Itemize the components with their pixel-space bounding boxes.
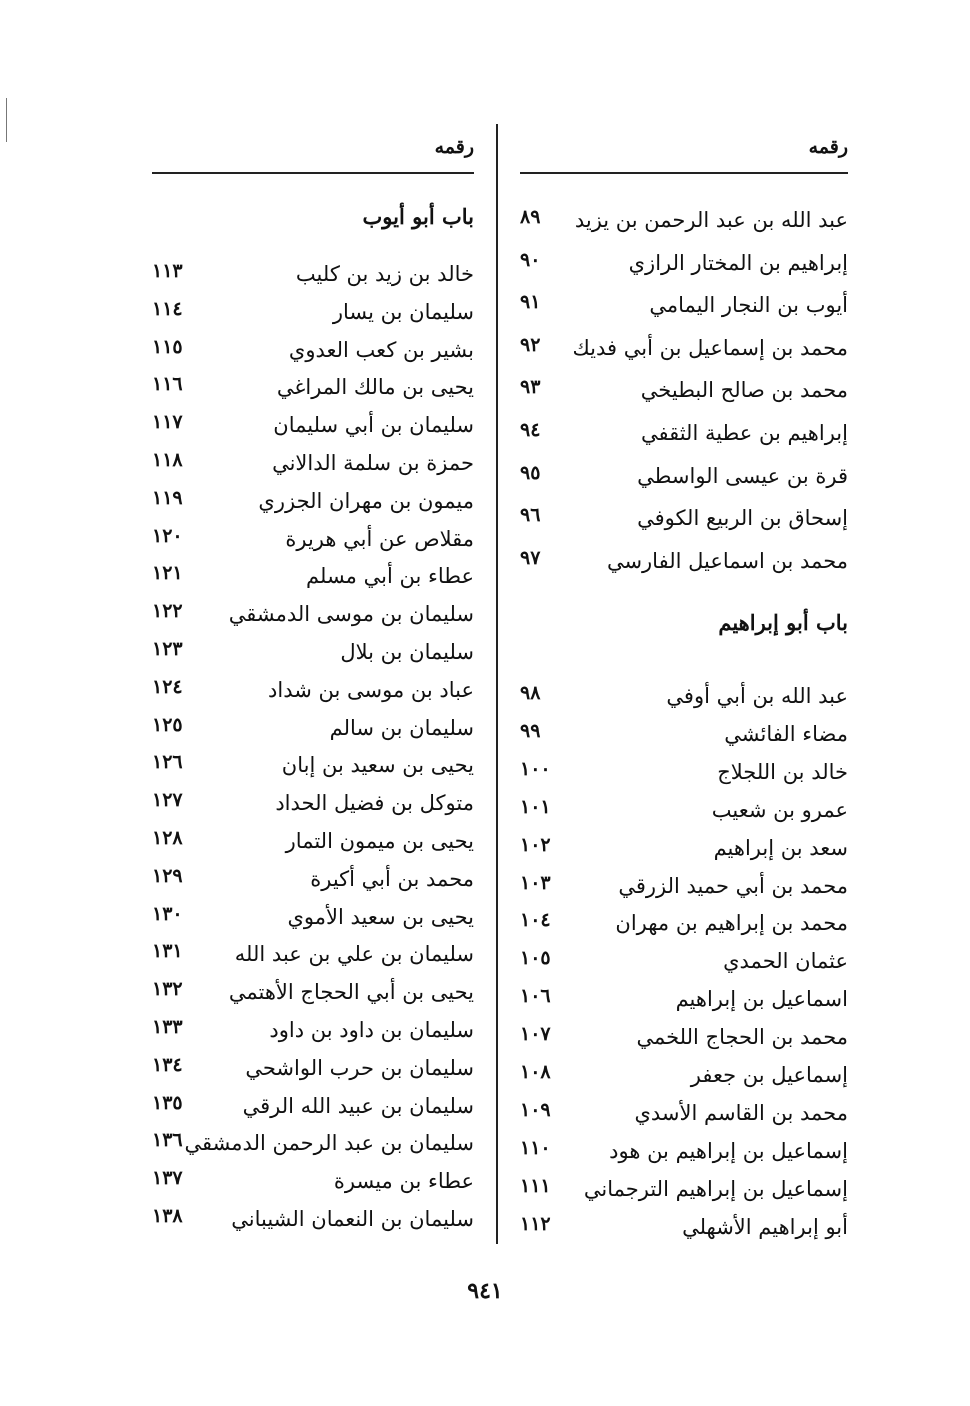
- list-item: [152, 712, 474, 748]
- list-item: [152, 560, 474, 596]
- list-item: [152, 296, 474, 332]
- right-header-label: رقمه: [808, 136, 848, 158]
- page-number: ٩٤١: [467, 1278, 503, 1304]
- list-item: [152, 371, 474, 407]
- entry-number: ١٢٤: [152, 675, 183, 698]
- left-header-rule: [152, 172, 474, 174]
- left-header-label: رقمه: [434, 136, 474, 158]
- entry-name: خالد بن زيد بن كليب: [295, 262, 474, 286]
- entry-number: ٩٢: [520, 333, 541, 356]
- entry-number: ٨٩: [520, 206, 541, 228]
- right-header-rule: [520, 172, 848, 174]
- entry-name: مقلاص عن أبي هريرة: [285, 526, 474, 551]
- entry-name: سليمان بن داود بن داود: [269, 1018, 474, 1042]
- list-item: [152, 749, 474, 785]
- entry-number: ١١١: [520, 1174, 551, 1197]
- list-item: [520, 545, 848, 581]
- entry-number: ١٠٣: [520, 871, 551, 894]
- list-item: [520, 1021, 848, 1057]
- entry-name: سليمان بن النعمان الشيباني: [231, 1207, 474, 1231]
- entry-name: إسحاق بن الربيع الكوفي: [637, 506, 848, 531]
- list-item: [520, 502, 848, 538]
- entry-number: ١٣٣: [152, 1016, 183, 1038]
- list-item: [520, 204, 848, 240]
- list-item: [152, 485, 474, 521]
- entry-number: ١٢٢: [152, 600, 183, 623]
- list-item: [520, 1173, 848, 1209]
- entry-number: ١٠٩: [520, 1098, 551, 1121]
- entry-number: ١٣٢: [152, 978, 183, 1001]
- list-item: [520, 374, 848, 410]
- entry-number: ١٢٩: [152, 864, 183, 887]
- entry-number: ١٢١: [152, 562, 183, 585]
- entry-number: ١٢٠: [152, 524, 183, 547]
- section-title-abu-ayyub: باب أبو أيوب: [362, 204, 474, 229]
- entry-name: محمد بن اسماعيل الفارسي: [606, 548, 848, 573]
- entry-name: محمد بن أبي حميد الزرقي: [618, 873, 848, 898]
- entry-name: عباد بن موسى بن شداد: [268, 677, 474, 702]
- list-item: [520, 756, 848, 792]
- entry-number: ١٠٦: [520, 985, 551, 1008]
- list-item: [520, 1211, 848, 1247]
- entry-name: محمد بن إسماعيل بن أبي فديك: [572, 335, 848, 360]
- entry-name: عمرو بن شعيب: [711, 797, 848, 822]
- entry-name: محمد بن صالح البطيخي: [640, 378, 848, 403]
- entry-number: ٩٨: [520, 682, 541, 704]
- list-item: [152, 1052, 474, 1088]
- list-item: [520, 332, 848, 368]
- entry-number: ١٠٧: [520, 1023, 551, 1046]
- entry-number: ١١٥: [152, 335, 183, 358]
- list-item: [520, 1135, 848, 1171]
- entry-name: حمزة بن سلمة الدالاني: [272, 451, 474, 475]
- entry-number: ٩٧: [520, 546, 541, 569]
- entry-name: قرة بن عيسى الواسطي: [637, 463, 848, 488]
- entry-number: ١٠٢: [520, 833, 551, 856]
- list-item: [520, 680, 848, 716]
- list-item: [520, 870, 848, 906]
- entry-number: ١٣٦: [152, 1129, 183, 1152]
- entry-number: ١٠٥: [520, 947, 551, 970]
- entry-name: عبد الله بن عبد الرحمن بن يزيد: [574, 208, 848, 232]
- entry-name: بشير بن كعب العدوي: [288, 337, 474, 362]
- list-item: [152, 636, 474, 672]
- entry-name: يحيى بن سعيد الأموي: [287, 904, 474, 929]
- entry-name: سليمان بن موسى الدمشقي: [228, 602, 474, 627]
- entry-name: محمد بن أبي أكيرة: [310, 866, 474, 891]
- entry-number: ١١٨: [152, 449, 183, 471]
- entry-number: ٩٠: [520, 248, 541, 271]
- entry-name: سليمان بن عبد الرحمن الدمشقي: [184, 1131, 474, 1156]
- entry-name: محمد بن الحجاج اللخمي: [636, 1025, 848, 1050]
- entry-name: إبراهيم بن عطية الثقفي: [640, 421, 848, 445]
- entry-number: ١٣٥: [152, 1091, 183, 1114]
- entry-name: إسماعيل بن جعفر: [690, 1063, 848, 1087]
- entry-number: ١٣٨: [152, 1205, 183, 1227]
- list-item: [152, 1203, 474, 1239]
- entry-number: ١٠٨: [520, 1061, 551, 1083]
- list-item: [152, 1090, 474, 1126]
- entry-number: ٩١: [520, 291, 541, 314]
- entry-name: اسماعيل بن إبراهيم: [675, 987, 848, 1012]
- entry-number: ١١٠: [520, 1136, 551, 1159]
- entry-name: سعد بن إبراهيم: [713, 835, 848, 860]
- list-item: [520, 718, 848, 754]
- entry-name: عطاء بن أبي مسلم: [306, 564, 474, 589]
- entry-name: متوكل بن فضيل الحداد: [275, 791, 474, 816]
- column-divider: [496, 124, 498, 1244]
- entry-name: محمد بن إبراهيم بن مهران: [615, 911, 848, 936]
- entry-number: ١٣٤: [152, 1053, 183, 1076]
- entry-number: ١٢٥: [152, 713, 183, 736]
- list-item: [520, 907, 848, 943]
- entry-number: ٩٥: [520, 461, 541, 484]
- entry-name: يحيى بن سعيد بن إبان: [281, 753, 474, 778]
- entry-name: يحيى بن مالك المراغي: [276, 375, 474, 400]
- list-item: [520, 289, 848, 325]
- entry-name: سليمان بن حرب الواشحي: [245, 1055, 474, 1080]
- entry-number: ١١٩: [152, 486, 183, 509]
- entry-name: أبو إبراهيم الأشهلي: [682, 1214, 848, 1239]
- list-item: [520, 460, 848, 496]
- entry-name: عطاء بن ميسرة: [333, 1169, 474, 1194]
- list-item: [520, 1097, 848, 1133]
- right-column-header: [520, 120, 848, 164]
- entry-number: ١٢٦: [152, 751, 183, 774]
- entry-name: محمد بن القاسم الأسدي: [634, 1100, 848, 1125]
- list-item: [152, 598, 474, 634]
- list-item: [152, 409, 474, 445]
- entry-number: ٩٩: [520, 719, 541, 742]
- left-column-header: [152, 120, 474, 164]
- list-item: [520, 247, 848, 283]
- entry-name: ميمون بن مهران الجزري: [258, 488, 474, 513]
- entry-name: إسماعيل بن إبراهيم الترجماني: [583, 1176, 848, 1201]
- entry-name: سليمان بن سالم: [329, 715, 474, 740]
- entry-name: عثمان الحمدي: [723, 949, 848, 974]
- entry-number: ١١٣: [152, 260, 183, 282]
- section-title-abu-ibrahim: باب أبو إبراهيم: [718, 610, 848, 635]
- entry-name: سليمان بن بلال: [340, 640, 474, 664]
- list-item: [520, 983, 848, 1019]
- entry-number: ١٣٧: [152, 1167, 183, 1190]
- entry-name: يحيى بن ميمون التمار: [285, 829, 474, 853]
- entry-number: ١١٤: [152, 297, 183, 320]
- entry-number: ٩٤: [520, 419, 541, 441]
- list-item: [152, 901, 474, 937]
- entry-name: إبراهيم بن المختار الرازي: [628, 250, 848, 275]
- list-item: [520, 945, 848, 981]
- list-item: [520, 794, 848, 830]
- entry-number: ١٢٨: [152, 827, 183, 849]
- right-column: [520, 120, 848, 1239]
- list-item: [152, 447, 474, 483]
- entry-number: ٩٦: [520, 504, 541, 527]
- entry-number: ١١٢: [520, 1212, 551, 1235]
- list-item: [152, 523, 474, 559]
- list-item: [152, 258, 474, 294]
- list-item: [152, 938, 474, 974]
- entry-number: ١٢٣: [152, 638, 183, 660]
- list-item: [152, 1165, 474, 1201]
- list-item: [152, 1014, 474, 1050]
- entry-number: ١٢٧: [152, 789, 183, 812]
- list-item: [520, 417, 848, 453]
- entry-number: ١٠١: [520, 795, 551, 818]
- entry-name: يحيى بن أبي الحجاج الأهتمي: [228, 980, 474, 1005]
- entry-number: ١٠٤: [520, 909, 551, 932]
- list-item: [152, 825, 474, 861]
- entry-number: ١٣١: [152, 940, 183, 963]
- list-item: [152, 976, 474, 1012]
- left-column: [152, 120, 474, 1231]
- list-item: [152, 863, 474, 899]
- entry-number: ٩٣: [520, 376, 541, 399]
- entry-name: مضاء الفائشي: [724, 721, 848, 746]
- list-item: [152, 334, 474, 370]
- entry-name: خالد بن اللجلاج: [717, 759, 848, 784]
- entry-name: سليمان بن يسار: [332, 299, 474, 324]
- list-item: [152, 1127, 474, 1163]
- entry-number: ١٠٠: [520, 757, 551, 780]
- list-item: [152, 674, 474, 710]
- entry-name: سليمان بن أبي سليمان: [273, 413, 474, 438]
- entry-number: ١١٦: [152, 373, 183, 396]
- list-item: [520, 1059, 848, 1095]
- list-item: [152, 787, 474, 823]
- entry-name: سليمان بن عبيد الله الرقي: [242, 1093, 474, 1118]
- list-item: [520, 832, 848, 868]
- entry-name: إسماعيل بن إبراهيم بن هود: [609, 1138, 848, 1163]
- margin-mark: [6, 98, 7, 142]
- entry-number: ١٣٠: [152, 902, 183, 925]
- entry-name: عبد الله بن أبي أوفي: [666, 684, 848, 708]
- entry-number: ١١٧: [152, 411, 183, 434]
- entry-name: أيوب بن النجار اليمامي: [649, 293, 848, 318]
- entry-name: سليمان بن علي بن عبد الله: [234, 942, 474, 967]
